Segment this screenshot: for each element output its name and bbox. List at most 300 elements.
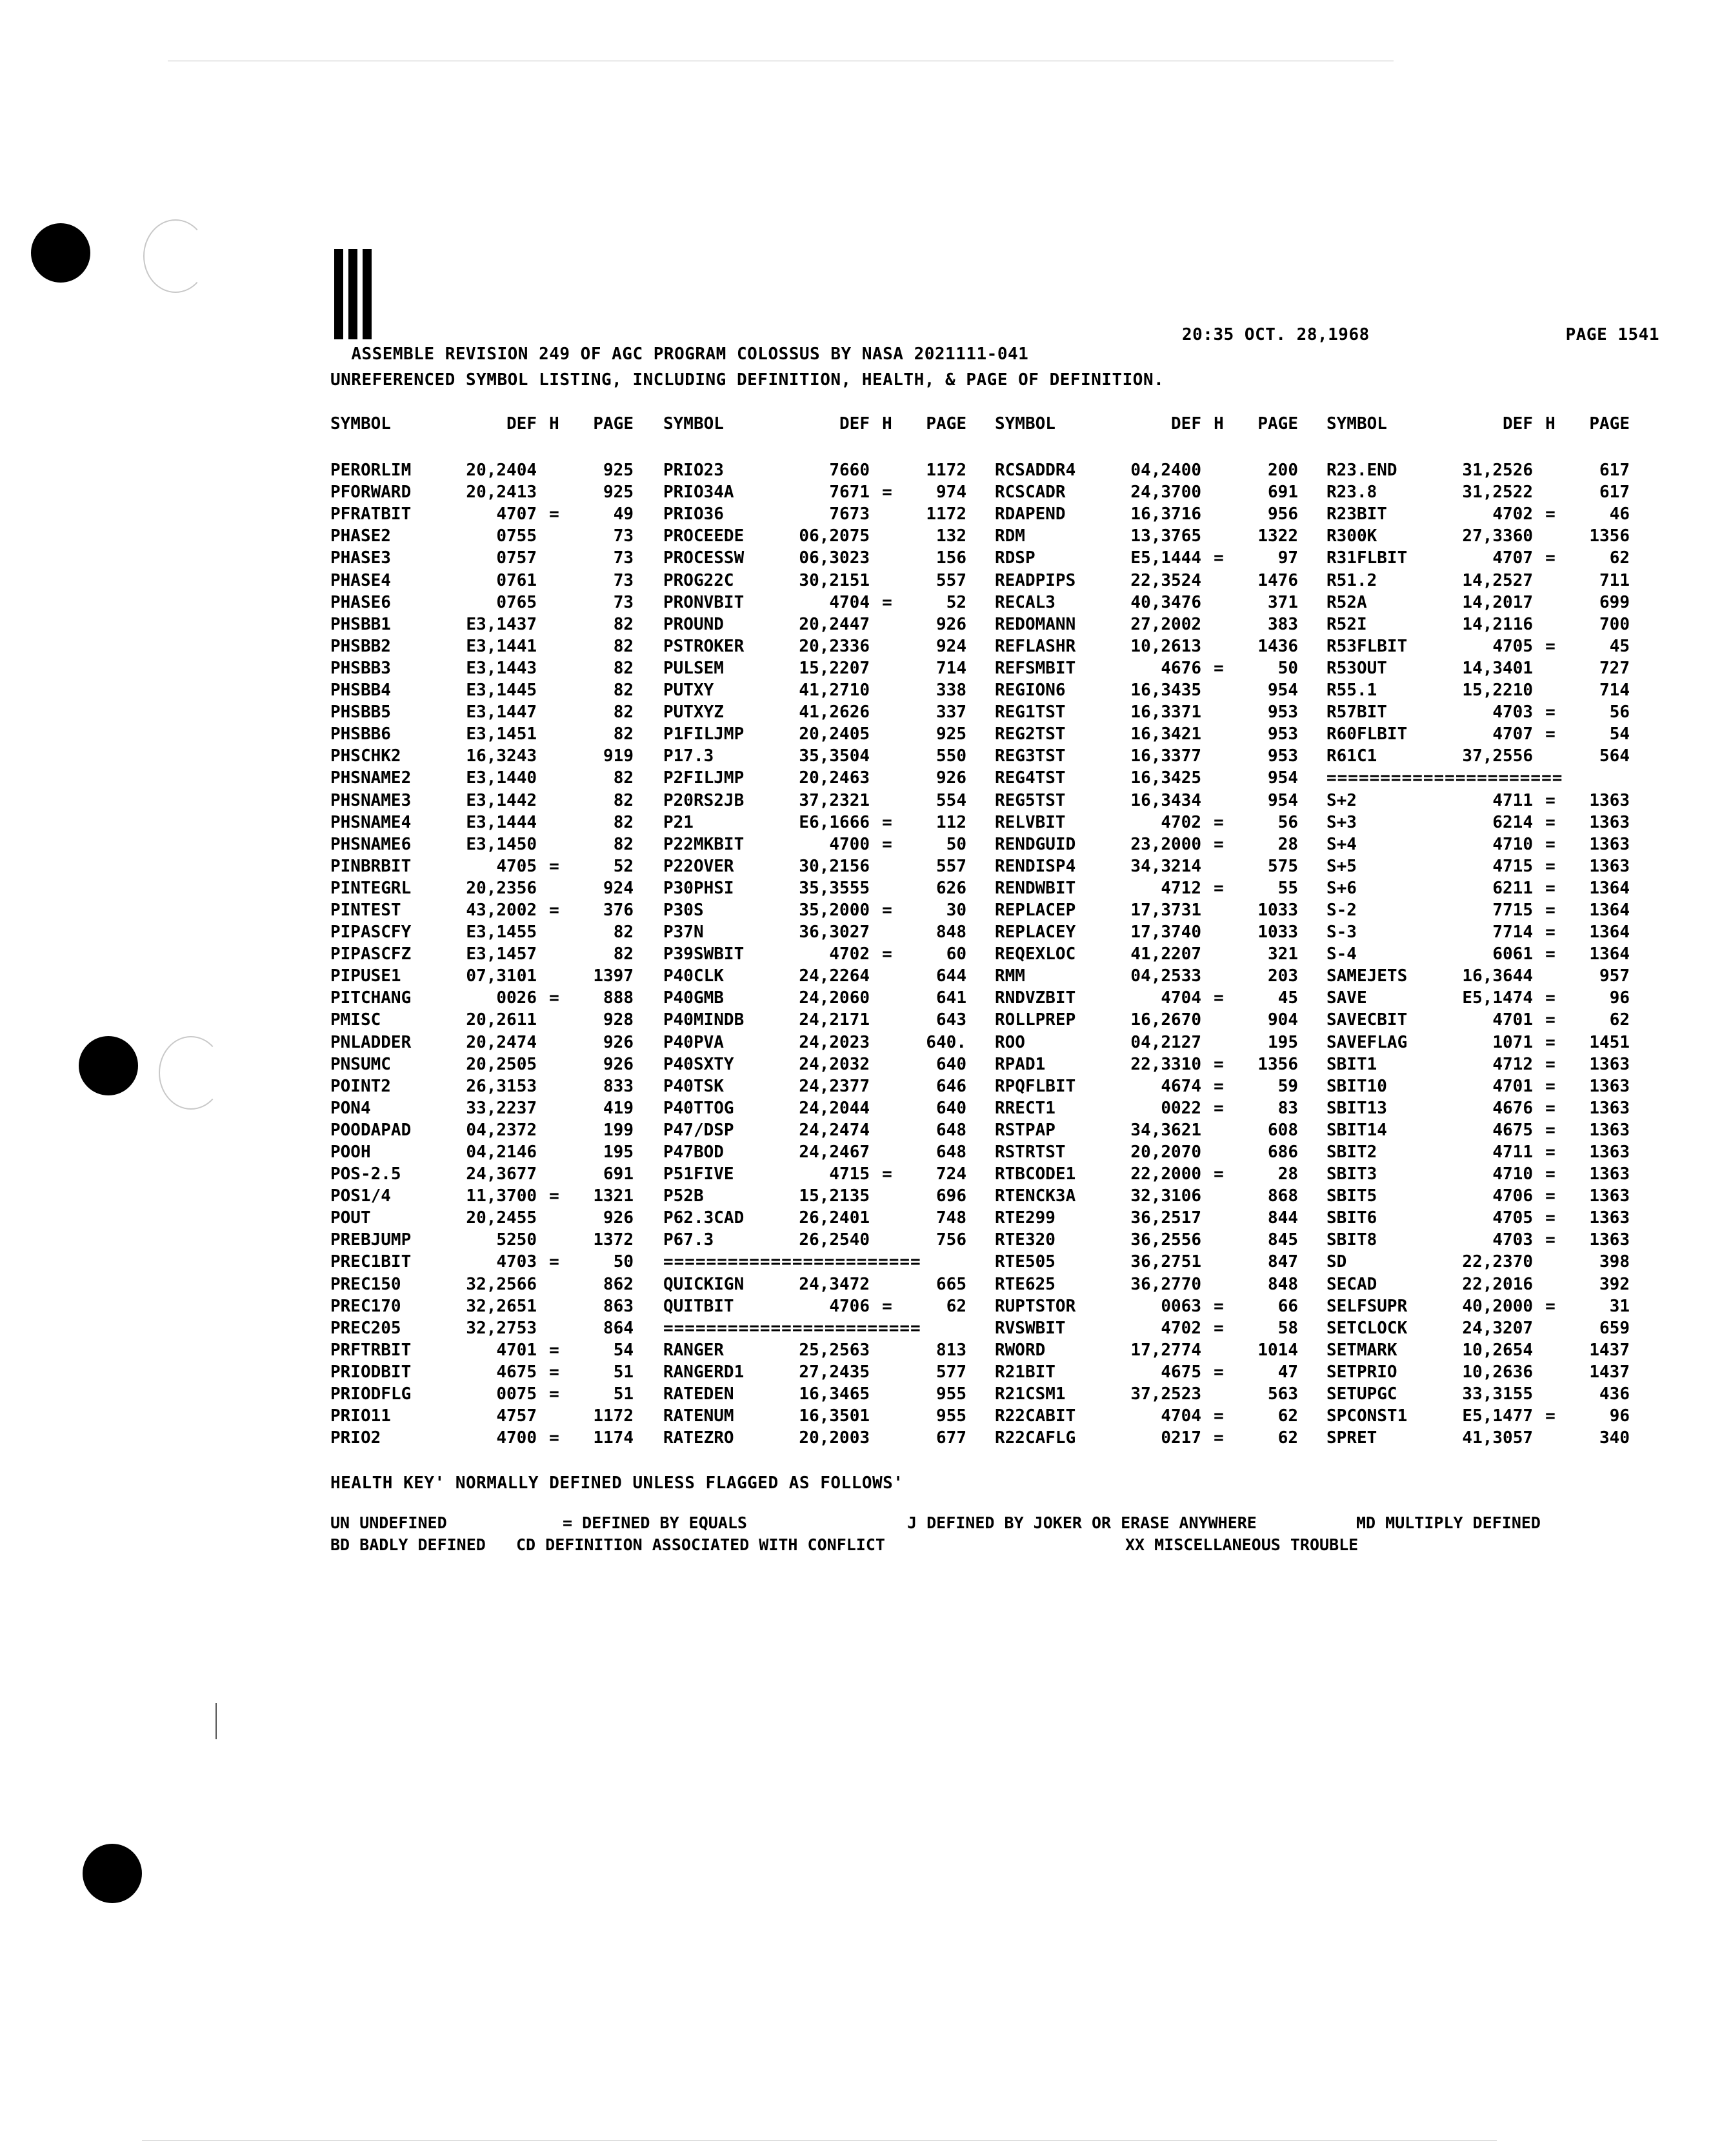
symbol-definition: 16,3501: [799, 1406, 870, 1426]
symbol-row: [330, 1383, 653, 1405]
symbol-definition: 22,3524: [1130, 570, 1201, 590]
symbol-row: [995, 943, 1317, 965]
symbol-row: [1326, 657, 1649, 679]
separator-rule: ========================: [663, 1252, 921, 1272]
symbol-name: SETPRIO: [1326, 1362, 1397, 1382]
symbol-definition: 26,3153: [466, 1076, 537, 1096]
symbol-name: P30S: [663, 900, 704, 920]
symbol-row: [1326, 592, 1649, 614]
symbol-health: =: [549, 1384, 559, 1404]
symbol-page: 398: [1599, 1252, 1630, 1272]
symbol-name: SPRET: [1326, 1428, 1377, 1448]
symbol-page: 60: [946, 944, 966, 964]
symbol-definition: 7715: [1492, 900, 1533, 920]
symbol-name: SBIT2: [1326, 1143, 1377, 1162]
symbol-row: [663, 833, 986, 855]
symbol-name: RATEZRO: [663, 1428, 734, 1448]
symbol-page: 563: [1268, 1384, 1298, 1404]
symbol-page: 677: [936, 1428, 966, 1448]
symbol-row: [330, 1053, 653, 1075]
symbol-definition: 4710: [1492, 1164, 1533, 1184]
symbol-definition: 16,3371: [1130, 703, 1201, 723]
symbol-name: SELFSUPR: [1326, 1296, 1408, 1316]
symbol-row: [995, 1383, 1317, 1405]
symbol-page: 862: [603, 1274, 634, 1294]
symbol-name: RDAPEND: [995, 504, 1066, 524]
symbol-definition: 06,3023: [799, 548, 870, 568]
symbol-definition: E3,1457: [466, 944, 537, 964]
symbol-row: [1326, 833, 1649, 855]
symbol-page: 30: [946, 900, 966, 920]
symbol-page: 714: [936, 658, 966, 678]
symbol-row: [663, 1119, 986, 1141]
symbol-definition: 37,2523: [1130, 1384, 1201, 1404]
symbol-name: PHSBB6: [330, 724, 391, 744]
symbol-definition: 31,2522: [1462, 483, 1533, 503]
symbol-page: 1356: [1257, 1054, 1298, 1074]
symbol-health: =: [1545, 1076, 1556, 1096]
section-separator: [1326, 767, 1649, 789]
symbol-page: 1397: [593, 966, 634, 986]
symbol-health: =: [1545, 724, 1556, 744]
symbol-name: PHASE4: [330, 570, 391, 590]
symbol-name: PHSBB3: [330, 658, 391, 678]
symbol-health: =: [1545, 548, 1556, 568]
symbol-health: =: [1545, 1208, 1556, 1228]
symbol-name: P40TSK: [663, 1076, 724, 1096]
symbol-page: 926: [603, 1208, 634, 1228]
symbol-health: =: [1214, 1076, 1224, 1096]
symbol-name: PIPASCFY: [330, 923, 412, 943]
symbol-row: [1326, 679, 1649, 701]
symbol-definition: E3,1444: [466, 812, 537, 832]
symbol-page: 953: [1268, 724, 1298, 744]
symbol-definition: 33,3155: [1462, 1384, 1533, 1404]
symbol-row: [330, 943, 653, 965]
symbol-health: =: [1214, 1362, 1224, 1382]
symbol-row: [1326, 899, 1649, 921]
symbol-health: =: [1545, 856, 1556, 876]
symbol-name: RNDVZBIT: [995, 988, 1076, 1008]
symbol-definition: 30,2156: [799, 856, 870, 876]
symbol-page: 954: [1268, 790, 1298, 810]
header-health: H: [882, 414, 892, 434]
symbol-name: P37N: [663, 923, 704, 943]
symbol-definition: E3,1447: [466, 703, 537, 723]
symbol-definition: 26,2540: [799, 1230, 870, 1250]
symbol-name: RTENCK3A: [995, 1186, 1076, 1206]
symbol-definition: 32,2753: [466, 1318, 537, 1338]
symbol-page: 52: [613, 856, 634, 876]
symbol-name: SBIT1: [1326, 1054, 1377, 1074]
symbol-definition: 4712: [1161, 878, 1201, 898]
symbol-definition: 4705: [1492, 1208, 1533, 1228]
symbol-definition: 4705: [496, 856, 537, 876]
symbol-name: PFORWARD: [330, 483, 412, 503]
symbol-health: =: [1545, 1010, 1556, 1030]
symbol-name: RTBCODE1: [995, 1164, 1076, 1184]
symbol-health: =: [1545, 1164, 1556, 1184]
symbol-page: 954: [1268, 768, 1298, 788]
symbol-definition: 4711: [1492, 790, 1533, 810]
symbol-row: [663, 1405, 986, 1427]
symbol-definition: 4703: [496, 1252, 537, 1272]
symbol-page: 700: [1599, 614, 1630, 634]
symbol-definition: 0022: [1161, 1098, 1201, 1118]
symbol-name: PHSBB5: [330, 703, 391, 723]
symbol-definition: 0761: [496, 570, 537, 590]
symbol-row: [995, 459, 1317, 481]
symbol-health: =: [1214, 1054, 1224, 1074]
symbol-health: =: [549, 900, 559, 920]
symbol-row: [1326, 1273, 1649, 1295]
symbol-name: RVSWBIT: [995, 1318, 1066, 1338]
symbol-row: [1326, 547, 1649, 569]
symbol-definition: 0765: [496, 592, 537, 612]
symbol-name: RANGER: [663, 1340, 724, 1360]
symbol-health: =: [1545, 878, 1556, 898]
symbol-definition: 16,3434: [1130, 790, 1201, 810]
symbol-row: [330, 723, 653, 745]
symbol-row: [995, 1075, 1317, 1097]
symbol-definition: 4701: [1492, 1076, 1533, 1096]
symbol-row: [1326, 1229, 1649, 1251]
symbol-page: 1172: [926, 461, 966, 481]
symbol-page: 926: [936, 614, 966, 634]
symbol-row: [1326, 723, 1649, 745]
symbol-page: 699: [1599, 592, 1630, 612]
binder-hole-top: [31, 223, 90, 283]
symbol-definition: 41,2626: [799, 703, 870, 723]
symbol-page: 1363: [1589, 1186, 1630, 1206]
symbol-name: P40GMB: [663, 988, 724, 1008]
symbol-page: 925: [603, 461, 634, 481]
symbol-name: R22CAFLG: [995, 1428, 1076, 1448]
symbol-page: 1363: [1589, 1230, 1630, 1250]
symbol-definition: 14,2017: [1462, 592, 1533, 612]
symbol-definition: 32,2651: [466, 1296, 537, 1316]
symbol-row: [995, 1163, 1317, 1185]
symbol-page: 419: [603, 1098, 634, 1118]
symbol-page: 557: [936, 570, 966, 590]
symbol-definition: 04,2127: [1130, 1032, 1201, 1052]
symbol-page: 711: [1599, 570, 1630, 590]
symbol-name: PHSBB2: [330, 636, 391, 656]
symbol-name: PINTEGRL: [330, 878, 412, 898]
symbol-page: 1437: [1589, 1340, 1630, 1360]
symbol-column: [995, 413, 1317, 1449]
symbol-page: 1363: [1589, 834, 1630, 854]
symbol-definition: 7714: [1492, 923, 1533, 943]
symbol-name: RENDWBIT: [995, 878, 1076, 898]
symbol-page: 47: [1277, 1362, 1298, 1382]
symbol-definition: 04,2146: [466, 1143, 537, 1162]
column-header-row: [995, 413, 1317, 435]
symbol-row: [663, 1185, 986, 1207]
symbol-definition: E5,1474: [1462, 988, 1533, 1008]
symbol-definition: 20,2003: [799, 1428, 870, 1448]
symbol-name: RDSP: [995, 548, 1036, 568]
symbol-name: RRECT1: [995, 1098, 1056, 1118]
symbol-page: 82: [613, 703, 634, 723]
symbol-row: [995, 1361, 1317, 1383]
symbol-definition: 32,2566: [466, 1274, 537, 1294]
symbol-row: [663, 965, 986, 987]
header-def: DEF: [1171, 414, 1201, 434]
symbol-name: RPQFLBIT: [995, 1076, 1076, 1096]
symbol-definition: 16,3425: [1130, 768, 1201, 788]
symbol-health: =: [549, 1428, 559, 1448]
symbol-name: PHSNAME6: [330, 834, 412, 854]
symbol-definition: 4704: [1161, 988, 1201, 1008]
symbol-row: [995, 965, 1317, 987]
symbol-definition: 22,2016: [1462, 1274, 1533, 1294]
symbol-name: RWORD: [995, 1340, 1046, 1360]
symbol-row: [995, 767, 1317, 789]
symbol-health: =: [1545, 1143, 1556, 1162]
header-symbol: SYMBOL: [995, 414, 1056, 434]
symbol-health: =: [1545, 1186, 1556, 1206]
symbol-page: 82: [613, 636, 634, 656]
symbol-definition: 16,3465: [799, 1384, 870, 1404]
symbol-page: 1363: [1589, 1164, 1630, 1184]
symbol-row: [330, 812, 653, 833]
symbol-name: P39SWBIT: [663, 944, 745, 964]
symbol-page: 51: [613, 1384, 634, 1404]
symbol-page: 82: [613, 768, 634, 788]
header-symbol: SYMBOL: [330, 414, 391, 434]
symbol-definition: 4702: [829, 944, 870, 964]
symbol-page: 756: [936, 1230, 966, 1250]
symbol-row: [663, 1163, 986, 1185]
symbol-definition: 41,2710: [799, 681, 870, 701]
symbol-page: 73: [613, 592, 634, 612]
symbol-name: S-3: [1326, 923, 1357, 943]
symbol-page: 926: [603, 1054, 634, 1074]
symbol-column: [663, 413, 986, 1449]
symbol-name: REG1TST: [995, 703, 1066, 723]
symbol-definition: 4715: [1492, 856, 1533, 876]
symbol-definition: 20,2070: [1130, 1143, 1201, 1162]
symbol-health: =: [1545, 988, 1556, 1008]
symbol-row: [330, 1251, 653, 1273]
symbol-row: [1326, 1339, 1649, 1361]
symbol-page: 62: [1609, 1010, 1630, 1030]
symbol-name: R52A: [1326, 592, 1367, 612]
symbol-page: 73: [613, 570, 634, 590]
symbol-row: [995, 790, 1317, 812]
header-health: H: [549, 414, 559, 434]
symbol-row: [663, 812, 986, 833]
symbol-health: =: [882, 592, 892, 612]
symbol-name: S+3: [1326, 812, 1357, 832]
symbol-row: [330, 481, 653, 503]
symbol-row: [995, 1295, 1317, 1317]
symbol-page: 31: [1609, 1296, 1630, 1316]
symbol-health: =: [1545, 812, 1556, 832]
symbol-page: 691: [603, 1164, 634, 1184]
symbol-page: 1363: [1589, 1076, 1630, 1096]
symbol-page: 833: [603, 1076, 634, 1096]
symbol-page: 1172: [593, 1406, 634, 1426]
symbol-name: PREC205: [330, 1318, 401, 1338]
symbol-definition: 31,2526: [1462, 461, 1533, 481]
symbol-name: PROG22C: [663, 570, 734, 590]
symbol-name: REG2TST: [995, 724, 1066, 744]
binder-hole-middle: [79, 1036, 138, 1095]
symbol-page: 955: [936, 1384, 966, 1404]
symbol-name: P40PVA: [663, 1032, 724, 1052]
symbol-name: PHASE6: [330, 592, 391, 612]
symbol-row: [1326, 635, 1649, 657]
symbol-definition: E3,1440: [466, 768, 537, 788]
symbol-definition: 16,3644: [1462, 966, 1533, 986]
symbol-name: QUITBIT: [663, 1296, 734, 1316]
symbol-row: [995, 679, 1317, 701]
symbol-row: [663, 745, 986, 767]
separator-rule: ======================: [1326, 768, 1563, 788]
symbol-definition: 4703: [1492, 1230, 1533, 1250]
symbol-page: 82: [613, 658, 634, 678]
symbol-row: [1326, 1053, 1649, 1075]
symbol-definition: 4705: [1492, 636, 1533, 656]
symbol-definition: 5250: [496, 1230, 537, 1250]
symbol-page: 904: [1268, 1010, 1298, 1030]
symbol-page: 550: [936, 746, 966, 766]
symbol-row: [995, 812, 1317, 833]
symbol-definition: 0063: [1161, 1296, 1201, 1316]
symbol-definition: E3,1445: [466, 681, 537, 701]
symbol-health: =: [1214, 834, 1224, 854]
symbol-page: 659: [1599, 1318, 1630, 1338]
symbol-health: =: [1214, 1098, 1224, 1118]
header-def: DEF: [506, 414, 537, 434]
symbol-row: [995, 899, 1317, 921]
symbol-definition: 32,3106: [1130, 1186, 1201, 1206]
symbol-page: 1321: [593, 1186, 634, 1206]
symbol-name: P2FILJMP: [663, 768, 745, 788]
symbol-name: SBIT5: [1326, 1186, 1377, 1206]
symbol-definition: 0075: [496, 1384, 537, 1404]
symbol-row: [1326, 812, 1649, 833]
symbol-definition: 4700: [829, 834, 870, 854]
binder-hole-ghost-top: [143, 219, 208, 293]
symbol-row: [1326, 701, 1649, 723]
symbol-page: 45: [1277, 988, 1298, 1008]
symbol-row: [995, 592, 1317, 614]
symbol-definition: 16,3377: [1130, 746, 1201, 766]
symbol-row: [330, 525, 653, 547]
symbol-row: [1326, 459, 1649, 481]
symbol-page: 1033: [1257, 923, 1298, 943]
symbol-health: =: [1214, 1164, 1224, 1184]
symbol-name: PRIO34A: [663, 483, 734, 503]
symbol-row: [663, 1339, 986, 1361]
symbol-page: 724: [936, 1164, 966, 1184]
symbol-definition: 20,2405: [799, 724, 870, 744]
symbol-page: 727: [1599, 658, 1630, 678]
symbol-row: [330, 1185, 653, 1207]
symbol-row: [663, 679, 986, 701]
symbol-name: PUTXYZ: [663, 703, 724, 723]
header-page: PAGE: [1589, 414, 1630, 434]
symbol-name: SAVEFLAG: [1326, 1032, 1408, 1052]
symbol-definition: 15,2210: [1462, 681, 1533, 701]
symbol-health: =: [1214, 1406, 1224, 1426]
symbol-row: [995, 921, 1317, 943]
symbol-definition: 16,3435: [1130, 681, 1201, 701]
symbol-definition: 15,2135: [799, 1186, 870, 1206]
symbol-definition: 23,2000: [1130, 834, 1201, 854]
symbol-row: [995, 1053, 1317, 1075]
symbol-definition: 0026: [496, 988, 537, 1008]
symbol-name: R57BIT: [1326, 703, 1387, 723]
symbol-page: 1363: [1589, 812, 1630, 832]
symbol-row: [995, 1097, 1317, 1119]
symbol-page: 648: [936, 1120, 966, 1140]
symbol-row: [995, 1229, 1317, 1251]
symbol-name: PHSNAME2: [330, 768, 412, 788]
symbol-row: [995, 1317, 1317, 1339]
symbol-definition: E3,1441: [466, 636, 537, 656]
symbol-row: [330, 459, 653, 481]
symbol-name: RMM: [995, 966, 1025, 986]
symbol-row: [995, 1009, 1317, 1031]
symbol-row: [663, 1383, 986, 1405]
symbol-definition: 4712: [1492, 1054, 1533, 1074]
symbol-name: R61C1: [1326, 746, 1377, 766]
binder-hole-bottom: [83, 1844, 142, 1903]
symbol-name: PHSNAME4: [330, 812, 412, 832]
symbol-definition: E3,1451: [466, 724, 537, 744]
symbol-name: P21: [663, 812, 694, 832]
symbol-health: =: [1545, 1120, 1556, 1140]
symbol-definition: E6,1666: [799, 812, 870, 832]
symbol-definition: 16,3421: [1130, 724, 1201, 744]
symbol-page: 626: [936, 878, 966, 898]
symbol-definition: 26,2401: [799, 1208, 870, 1228]
symbol-page: 1033: [1257, 900, 1298, 920]
symbol-row: [330, 1009, 653, 1031]
symbol-health: =: [1214, 812, 1224, 832]
symbol-definition: 27,2435: [799, 1362, 870, 1382]
symbol-definition: 17,2774: [1130, 1340, 1201, 1360]
symbol-row: [995, 745, 1317, 767]
symbol-name: S+4: [1326, 834, 1357, 854]
symbol-name: REG3TST: [995, 746, 1066, 766]
symbol-page: 1363: [1589, 1098, 1630, 1118]
symbol-definition: 4676: [1161, 658, 1201, 678]
symbol-row: [330, 790, 653, 812]
symbol-row: [330, 614, 653, 635]
symbol-name: REPLACEY: [995, 923, 1076, 943]
symbol-name: RTE505: [995, 1252, 1056, 1272]
symbol-definition: 24,2467: [799, 1143, 870, 1162]
symbol-row: [330, 833, 653, 855]
symbol-definition: 4706: [1492, 1186, 1533, 1206]
symbol-health: =: [1545, 504, 1556, 524]
symbol-row: [330, 855, 653, 877]
symbol-name: RUPTSTOR: [995, 1296, 1076, 1316]
symbol-name: PRIO23: [663, 461, 724, 481]
symbol-health: =: [549, 1252, 559, 1272]
symbol-page: 1363: [1589, 1120, 1630, 1140]
symbol-row: [330, 592, 653, 614]
symbol-page: 96: [1609, 988, 1630, 1008]
symbol-page: 82: [613, 923, 634, 943]
assembly-title: ASSEMBLE REVISION 249 OF AGC PROGRAM COLOSSUS BY NASA 2021111-041: [351, 344, 1029, 364]
symbol-page: 59: [1277, 1076, 1298, 1096]
